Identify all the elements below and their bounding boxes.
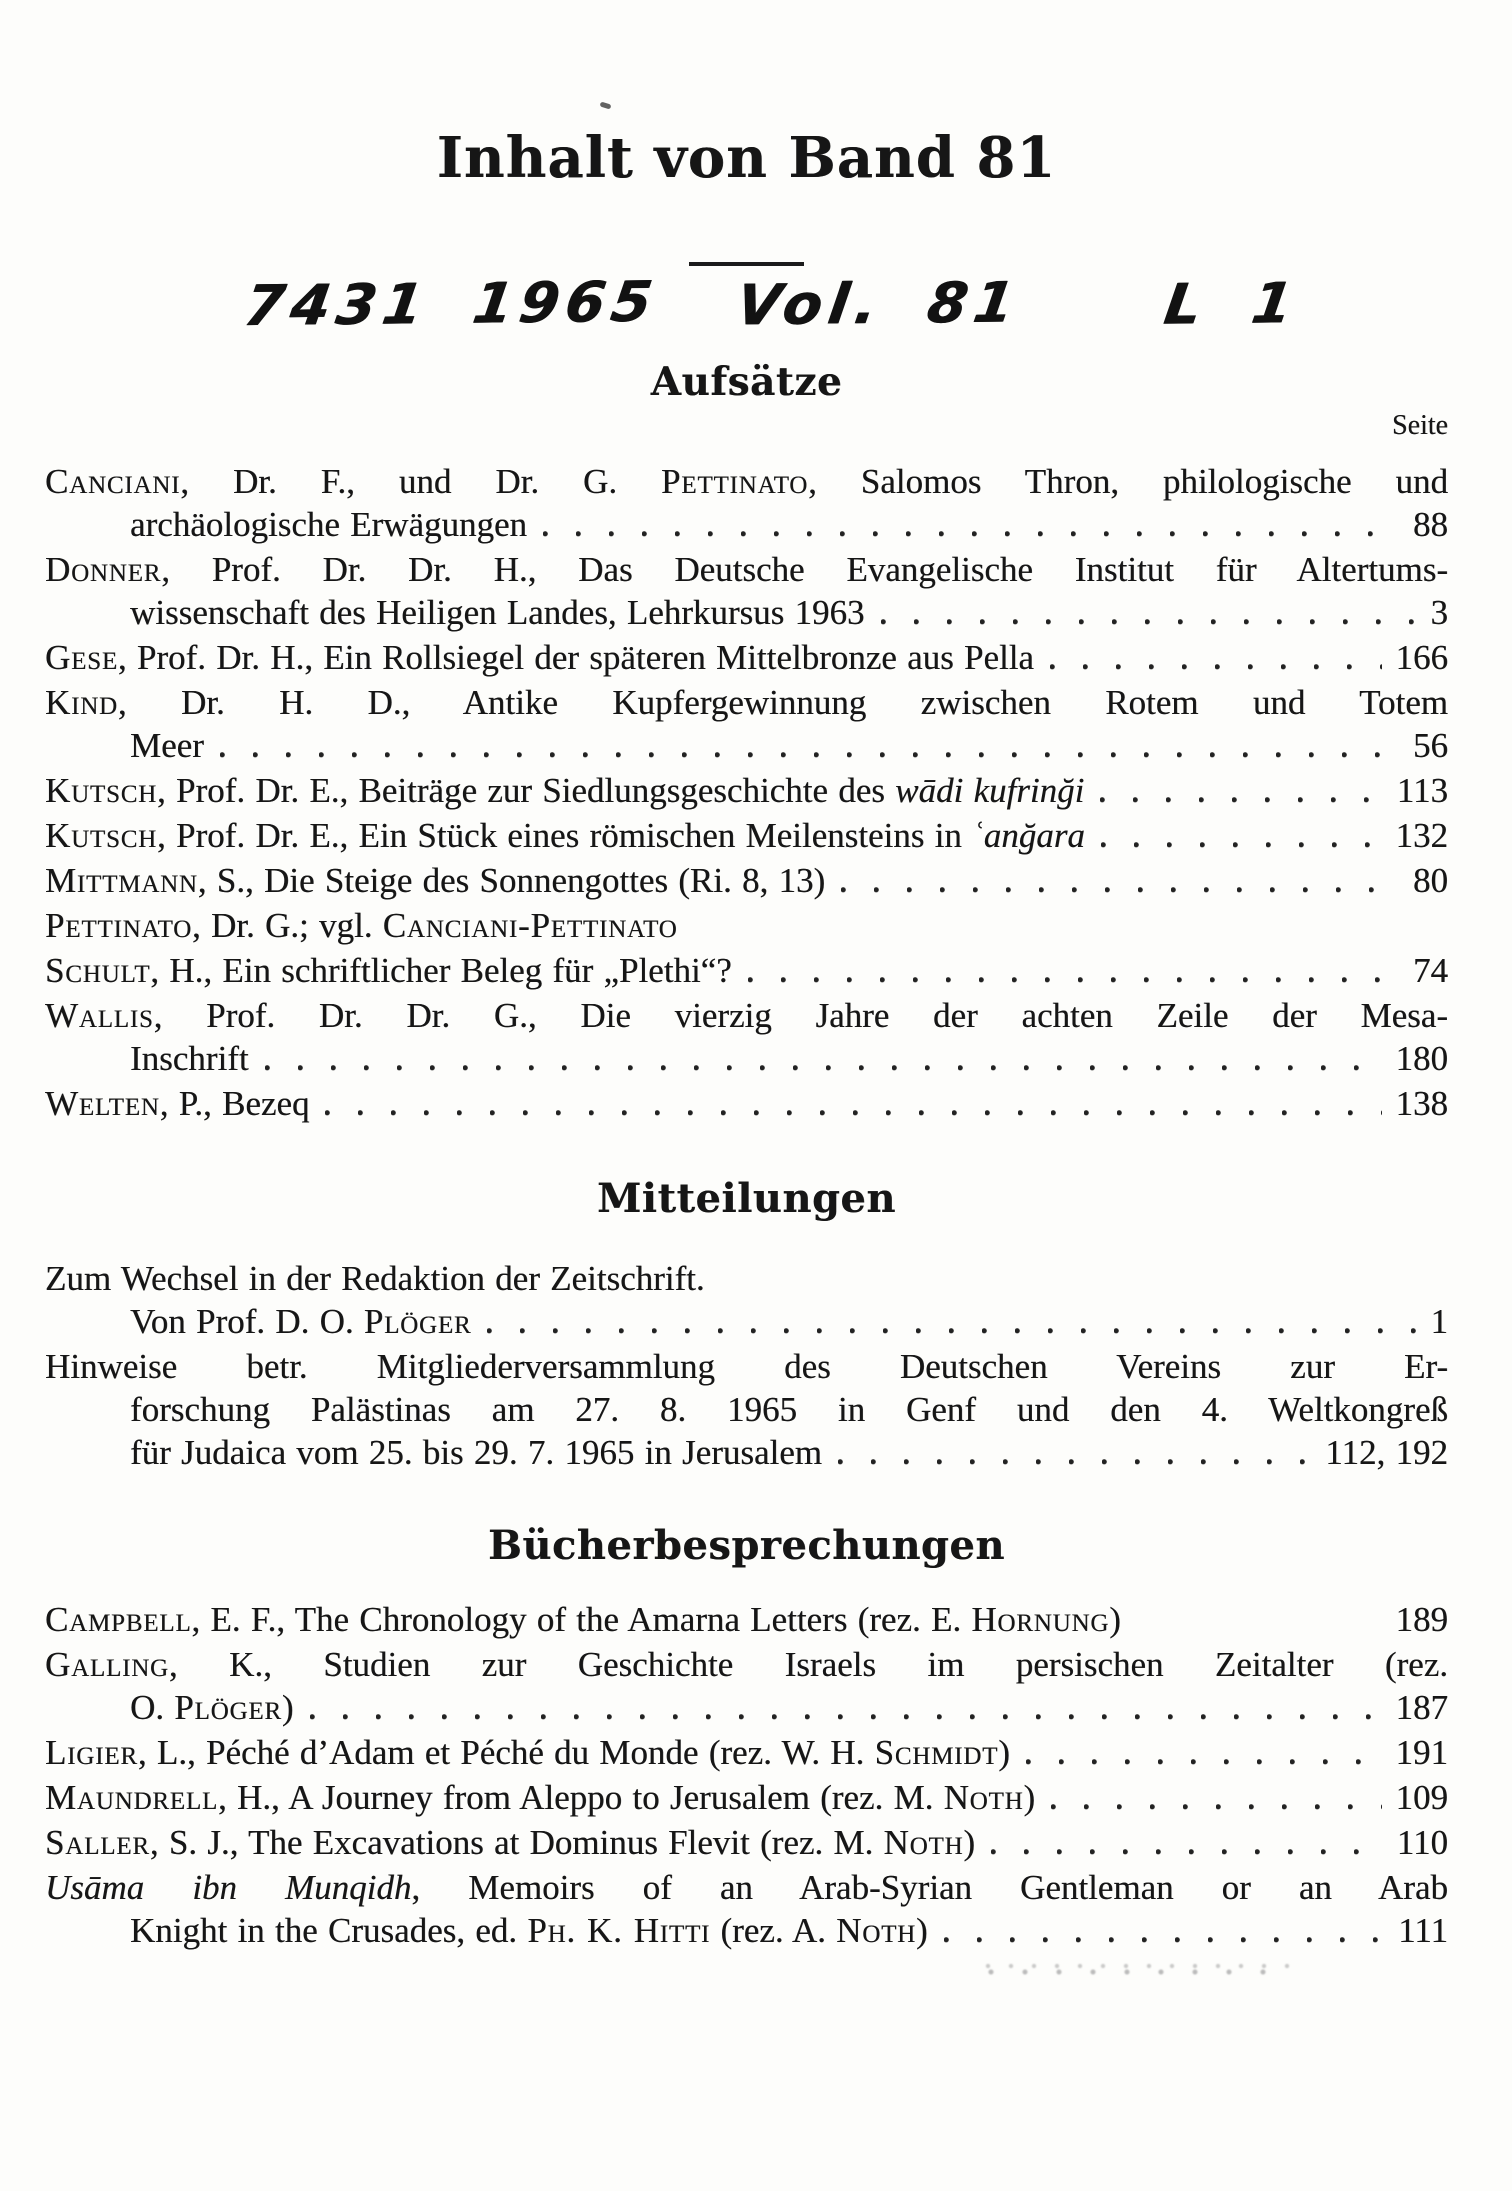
toc-line-text: Kind, Dr. H. D., Antike Kupfergewinnung zwischen Rotem und Totem [45, 683, 1448, 723]
page-number: 166 [1395, 638, 1448, 678]
toc-entry [45, 1082, 1448, 1125]
section-aufsaetze [45, 358, 1448, 1125]
toc-entry [45, 1866, 1448, 1952]
toc-line [45, 1821, 1448, 1864]
toc-entry [45, 814, 1448, 857]
toc-line [45, 1388, 1448, 1431]
toc-line [45, 1731, 1448, 1774]
toc-line-text: Galling, K., Studien zur Geschichte Israels im persischen Zeitalter (rez. [45, 1645, 1448, 1685]
section-heading-buecherbesprechungen: Bücherbesprechungen [488, 1522, 1005, 1570]
toc-line-text: Meer [130, 726, 204, 766]
toc-entry [45, 769, 1448, 812]
toc-line-text: Gese, Prof. Dr. H., Ein Rollsiegel der späteren Mittelbronze aus Pella [45, 638, 1034, 678]
toc-line [45, 1686, 1448, 1729]
handwritten-volume-number: Vol. 81 [731, 270, 1025, 339]
toc-entry [45, 1257, 1448, 1343]
dot-leader [841, 887, 1399, 893]
section-mitteilungen [45, 1175, 1448, 1474]
toc-line-text: Hinweise betr. Mitgliederversammlung des Deutschen Vereins zur Er- [45, 1347, 1448, 1387]
page-number: 111 [1398, 1911, 1448, 1951]
scan-smudge [985, 1958, 1290, 1984]
title-divider-rule [689, 262, 804, 266]
page-number: 56 [1413, 726, 1448, 766]
toc-line-text: Saller, S. J., The Excavations at Dominus Flevit (rez. M. Noth) [45, 1823, 976, 1863]
toc-line [45, 1643, 1448, 1686]
toc-entry [45, 994, 1448, 1080]
toc-line [45, 1300, 1448, 1343]
toc-line-text: archäologische Erwägungen [130, 505, 528, 545]
toc-line [45, 1598, 1448, 1641]
page-number: 113 [1396, 771, 1448, 811]
seite-column-label: Seite [1392, 410, 1448, 442]
toc-line [45, 814, 1448, 857]
page-number: 3 [1430, 593, 1448, 633]
toc-line-text: O. Plöger) [130, 1688, 294, 1728]
section-heading-aufsaetze: Aufsätze [650, 359, 843, 406]
toc-entry [45, 1643, 1448, 1729]
dot-leader [1051, 1804, 1381, 1810]
page-number: 132 [1395, 816, 1448, 856]
dot-leader [748, 977, 1399, 983]
toc-line [45, 904, 1448, 947]
toc-line-text: Zum Wechsel in der Redaktion der Zeitschrift. [45, 1259, 705, 1299]
toc-line [45, 1037, 1448, 1080]
toc-line-text: wissenschaft des Heiligen Landes, Lehrkursus 1963 [130, 593, 865, 633]
toc-entry [45, 859, 1448, 902]
toc-line-text: Von Prof. D. O. Plöger [130, 1302, 472, 1342]
dot-leader [944, 1937, 1384, 1943]
section-heading-mitteilungen: Mitteilungen [597, 1175, 896, 1223]
page-title: Inhalt von Band 81 [436, 125, 1057, 191]
toc-entry [45, 1345, 1448, 1474]
page-number: 80 [1413, 861, 1448, 901]
dot-leader [310, 1714, 1382, 1720]
toc-line [45, 1257, 1448, 1300]
page-number: 138 [1395, 1084, 1448, 1124]
dot-leader [265, 1065, 1382, 1071]
toc-line [45, 1776, 1448, 1819]
toc-line [45, 769, 1448, 812]
toc-line-text: forschung Palästinas am 27. 8. 1965 in Genf und den 4. Weltkongreß [130, 1390, 1448, 1430]
dot-leader [487, 1328, 1416, 1334]
toc-line [45, 994, 1448, 1037]
toc-line [45, 724, 1448, 767]
handwritten-accession-number: 7431 1965 [239, 270, 663, 340]
dot-leader [1101, 842, 1382, 848]
toc-line-text: Wallis, Prof. Dr. Dr. G., Die vierzig Jahre der achten Zeile der Mesa- [45, 996, 1448, 1036]
dot-leader [838, 1459, 1311, 1465]
toc-line-text: Knight in the Crusades, ed. Ph. K. Hitti (rez. A. Noth) [130, 1911, 928, 1951]
page-number: 189 [1395, 1600, 1448, 1640]
dot-leader [543, 531, 1399, 537]
toc-entry-list [45, 1257, 1448, 1474]
section-buecherbesprechungen [45, 1522, 1448, 1952]
toc-line [45, 859, 1448, 902]
toc-content [45, 0, 1448, 1954]
toc-entry [45, 949, 1448, 992]
toc-line-text: Welten, P., Bezeq [45, 1084, 310, 1124]
page-number: 110 [1396, 1823, 1448, 1863]
dot-leader [1026, 1759, 1382, 1765]
dot-leader [1050, 664, 1382, 670]
toc-line-text: Usāma ibn Munqidh, Memoirs of an Arab-Syrian Gentleman or an Arab [45, 1868, 1448, 1908]
toc-line-text: Inschrift [130, 1039, 249, 1079]
toc-line [45, 1866, 1448, 1909]
toc-entry [45, 1731, 1448, 1774]
leader-spacer [1121, 1598, 1396, 1641]
page-number: 1 [1430, 1302, 1448, 1342]
toc-entry [45, 636, 1448, 679]
toc-line-text: Mittmann, S., Die Steige des Sonnengottes (Ri. 8, 13) [45, 861, 826, 901]
dot-leader [991, 1849, 1383, 1855]
dot-leader [1100, 797, 1383, 803]
toc-line-text: Campbell, E. F., The Chronology of the Amarna Letters (rez. E. Hornung) [45, 1600, 1121, 1640]
toc-line [45, 1082, 1448, 1125]
toc-entry [45, 1821, 1448, 1864]
dot-leader [881, 619, 1417, 625]
toc-line [45, 503, 1448, 546]
toc-line [45, 636, 1448, 679]
toc-line [45, 548, 1448, 591]
page-number: 191 [1395, 1733, 1448, 1773]
toc-line-text: Maundrell, H., A Journey from Aleppo to Jerusalem (rez. M. Noth) [45, 1778, 1036, 1818]
toc-line-text: Kutsch, Prof. Dr. E., Ein Stück eines römischen Meilensteins in ʿanğara [45, 816, 1085, 856]
toc-entry [45, 681, 1448, 767]
page-number: 109 [1395, 1778, 1448, 1818]
toc-line-text: für Judaica vom 25. bis 29. 7. 1965 in Jerusalem [130, 1433, 823, 1473]
dot-leader [325, 1110, 1381, 1116]
handwritten-shelf-mark: L 1 [1160, 271, 1304, 339]
toc-entry-list [45, 1598, 1448, 1952]
handwritten-annotation [45, 270, 1448, 356]
page-number: 88 [1413, 505, 1448, 545]
toc-line [45, 1909, 1448, 1952]
toc-entry [45, 1776, 1448, 1819]
toc-line-text: Ligier, L., Péché d’Adam et Péché du Monde (rez. W. H. Schmidt) [45, 1733, 1010, 1773]
page-number: 180 [1395, 1039, 1448, 1079]
toc-line-text: Schult, H., Ein schriftlicher Beleg für „Plethi“? [45, 951, 732, 991]
toc-line-text: Pettinato, Dr. G.; vgl. Canciani-Pettinato [45, 906, 678, 946]
toc-entry [45, 904, 1448, 947]
toc-line-text: Kutsch, Prof. Dr. E., Beiträge zur Siedlungsgeschichte des wādi kufrinği [45, 771, 1085, 811]
toc-entry [45, 460, 1448, 546]
toc-entry [45, 1598, 1448, 1641]
toc-line-text: Canciani, Dr. F., und Dr. G. Pettinato, Salomos Thron, philologische und [45, 462, 1448, 502]
toc-entry-list [45, 460, 1448, 1125]
page-number: 74 [1413, 951, 1448, 991]
toc-line [45, 949, 1448, 992]
toc-line [45, 591, 1448, 634]
toc-entry [45, 548, 1448, 634]
toc-line [45, 1345, 1448, 1388]
toc-line [45, 681, 1448, 724]
page-number: 112, 192 [1325, 1433, 1448, 1473]
toc-line-text: Donner, Prof. Dr. Dr. H., Das Deutsche Evangelische Institut für Altertums- [45, 550, 1448, 590]
dot-leader [220, 752, 1399, 758]
page-number: 187 [1395, 1688, 1448, 1728]
toc-line [45, 1431, 1448, 1474]
toc-line [45, 460, 1448, 503]
